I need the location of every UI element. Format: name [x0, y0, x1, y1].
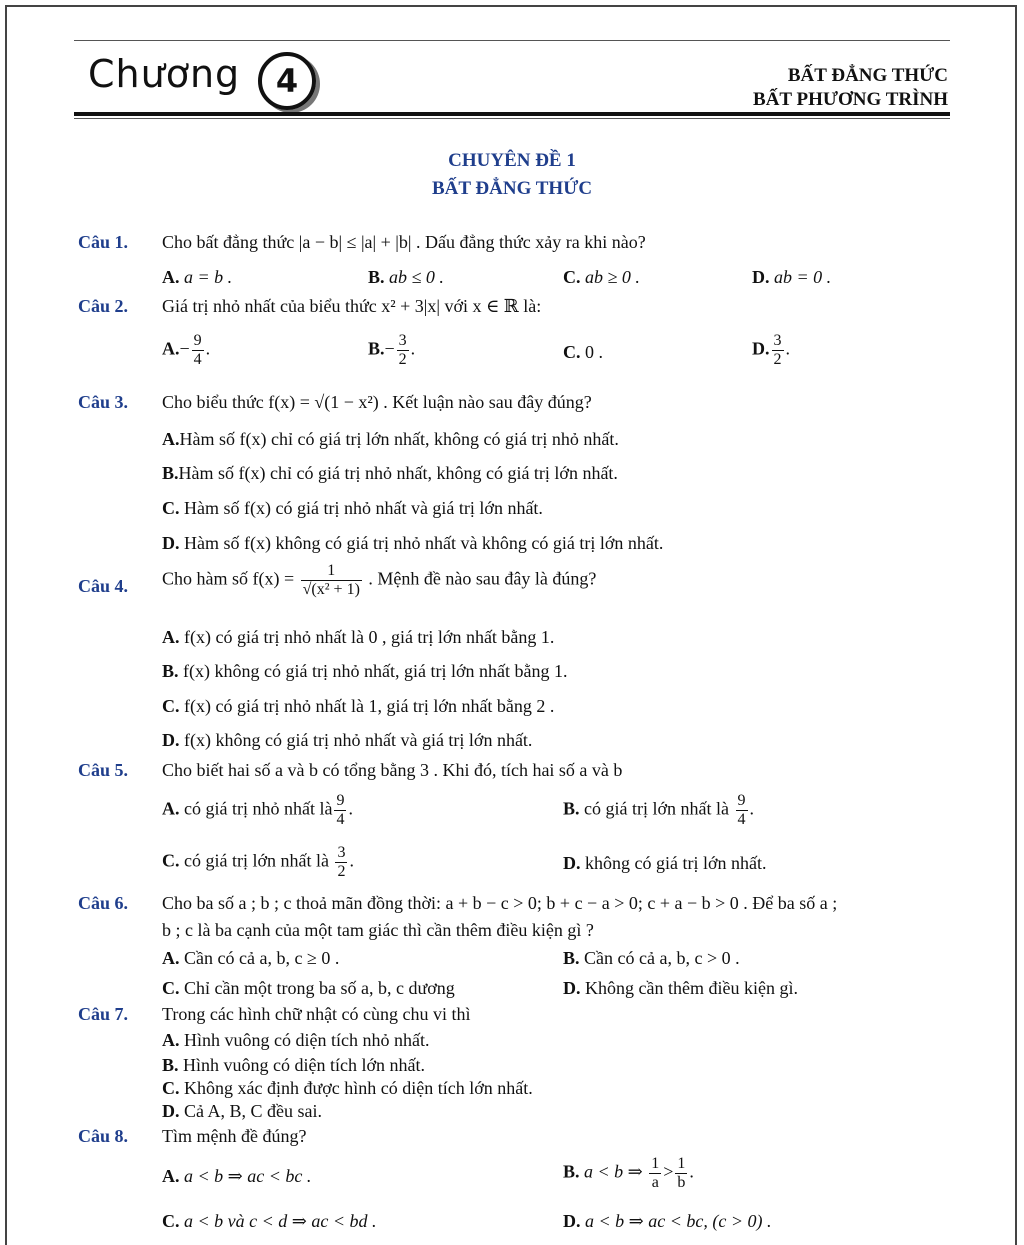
q5-a-fraction [334, 792, 346, 829]
header-rule-top [74, 40, 950, 41]
q5-label: Câu 5. [78, 760, 129, 780]
q4-a-text: f(x) có giá trị nhỏ nhất là 0 , giá trị lớn nhất bằng 1. [184, 627, 555, 647]
q3-d-text: Hàm số f(x) không có giá trị nhỏ nhất và không có giá trị lớn nhất. [184, 533, 664, 553]
q6-d-key: D. [563, 978, 581, 998]
q7-b-key: B. [162, 1055, 179, 1075]
q3-option-c [162, 498, 543, 519]
q2-option-c [563, 342, 603, 363]
q8-option-c [162, 1211, 377, 1232]
q5-c-fraction [335, 844, 347, 881]
q4-d-text: f(x) không có giá trị nhỏ nhất và giá trị lớn nhất. [184, 730, 533, 750]
q2-option-a: A.− $\frac{9}{4}$ . [162, 332, 211, 368]
q2-c-text: 0 . [585, 342, 603, 362]
q5-c-num: 3 [337, 844, 346, 861]
q8-b-pre: a < b ⇒ [584, 1161, 643, 1182]
q3-stem: Cho biểu thức f(x) = √(1 − x²) . Kết luận nào sau đây đúng? [162, 392, 592, 412]
q1-c-text: ab ≥ 0 . [585, 267, 640, 287]
q8-a-text: a < b ⇒ ac < bc . [184, 1166, 312, 1186]
q1-b-text: ab ≤ 0 . [389, 267, 444, 287]
topic-line1: CHUYÊN ĐỀ 1 [448, 150, 576, 171]
q7-c-text: Không xác định được hình có diện tích lớn nhất. [184, 1078, 533, 1098]
q8-d-key: D. [563, 1211, 581, 1231]
chapter-title-line1: BẤT ĐẲNG THỨC [787, 65, 948, 86]
q2-d-fraction [772, 332, 784, 369]
q6-option-d [563, 978, 798, 999]
q2-b-sign: − [384, 338, 395, 359]
q8-b-key: B. [563, 1161, 580, 1182]
q3-option-d [162, 533, 663, 554]
q2-stem: Giá trị nhỏ nhất của biểu thức x² + 3|x| với x ∈ ℝ là: [162, 296, 542, 316]
q5-c-text: có giá trị lớn nhất là [184, 850, 329, 871]
q7-option-b [162, 1055, 425, 1076]
q3-b-text: Hàm số f(x) chỉ có giá trị nhỏ nhất, không có giá trị lớn nhất. [178, 463, 618, 483]
q2-option-b: B.− $\frac{3}{2}$ . [368, 332, 416, 368]
q6-c-key: C. [162, 978, 180, 998]
q2-a-key: A. [162, 338, 180, 359]
q1-a-text: a = b . [184, 267, 233, 287]
q6-a-key: A. [162, 948, 180, 968]
q8-a-key: A. [162, 1166, 180, 1186]
q1-option-b [368, 267, 444, 288]
q7-stem: Trong các hình chữ nhật có cùng chu vi thì [162, 1004, 471, 1024]
q4-b-key: B. [162, 661, 179, 681]
chapter-number-badge: 4 [258, 52, 316, 110]
q7-b-text: Hình vuông có diện tích lớn nhất. [183, 1055, 425, 1075]
q5-d-key: D. [563, 853, 581, 873]
q2-b-den: 2 [398, 351, 407, 368]
chapter-title [753, 64, 948, 112]
q3-label: Câu 3. [78, 392, 129, 412]
q3-b-key: B. [162, 463, 179, 483]
q6-b-text: Cần có cả a, b, c > 0 . [584, 948, 740, 968]
q2-d-num: 3 [773, 332, 782, 349]
q8-label: Câu 8. [78, 1126, 129, 1146]
q5-b-key: B. [563, 798, 580, 819]
q1-label: Câu 1. [78, 232, 129, 252]
q8-b-num1: 1 [651, 1155, 660, 1172]
q8-b-den2: b [677, 1174, 686, 1191]
q2-option-d: D. $\frac{3}{2}$ . [752, 332, 790, 368]
q2-a-den: 4 [193, 351, 202, 368]
q7-option-a [162, 1030, 429, 1051]
q4-option-a [162, 627, 554, 648]
q4-c-key: C. [162, 696, 180, 716]
q2-a-fraction [192, 332, 204, 369]
q4-stem-post: . Mệnh đề nào sau đây là đúng? [368, 568, 597, 589]
q8-option-a [162, 1166, 311, 1187]
q5-b-den: 4 [737, 811, 746, 828]
q2-b-fraction [397, 332, 409, 369]
q7-d-text: Cả A, B, C đều sai. [184, 1101, 322, 1121]
q4-option-b [162, 661, 567, 682]
q8-d-text: a < b ⇒ ac < bc, (c > 0) . [585, 1211, 772, 1231]
q8-b-den1: a [651, 1174, 659, 1191]
q2-b-num: 3 [398, 332, 407, 349]
q1-d-text: ab = 0 . [774, 267, 832, 287]
q5-a-den: 4 [336, 811, 345, 828]
header-rule-thin [74, 118, 950, 119]
q8-b-num2: 1 [677, 1155, 686, 1172]
q1-c-key: C. [563, 267, 581, 287]
q6-stem-line2: b ; c là ba cạnh của một tam giác thì cần thêm điều kiện gì ? [162, 920, 594, 940]
q4-a-key: A. [162, 627, 180, 647]
q3-c-text: Hàm số f(x) có giá trị nhỏ nhất và giá trị lớn nhất. [184, 498, 543, 518]
q8-option-b [563, 1155, 694, 1192]
chapter-title-line2: BẤT PHƯƠNG TRÌNH [753, 89, 948, 110]
q7-option-c [162, 1078, 533, 1099]
q8-option-d [563, 1211, 771, 1232]
q1-option-a [162, 267, 232, 288]
q5-b-fraction [736, 792, 748, 829]
q5-a-num: 9 [336, 792, 345, 809]
q6-option-c [162, 978, 455, 999]
q2-d-key: D. [752, 338, 770, 359]
q7-d-key: D. [162, 1101, 180, 1121]
q5-option-a: A. có giá trị nhỏ nhất là $\frac{9}{4}$ . [162, 792, 353, 828]
q5-a-text: có giá trị nhỏ nhất là [184, 798, 333, 819]
q5-a-key: A. [162, 798, 180, 819]
q7-a-text: Hình vuông có diện tích nhỏ nhất. [184, 1030, 430, 1050]
q1-option-d [752, 267, 831, 288]
q5-stem: Cho biết hai số a và b có tổng bằng 3 . Khi đó, tích hai số a và b [162, 760, 623, 780]
q8-b-fraction1 [649, 1155, 661, 1192]
q3-option-a [162, 429, 619, 450]
q8-stem: Tìm mệnh đề đúng? [162, 1126, 307, 1146]
q4-stem-den: √(x² + 1) [302, 581, 360, 598]
q5-b-text: có giá trị lớn nhất là [584, 798, 729, 819]
q5-option-c: C. có giá trị lớn nhất là $\frac{3}{2}$ . [162, 844, 354, 880]
q8-b-fraction2 [675, 1155, 687, 1192]
q3-a-key: A. [162, 429, 180, 449]
q1-stem: Cho bất đẳng thức |a − b| ≤ |a| + |b| . Dấu đẳng thức xảy ra khi nào? [162, 232, 646, 252]
q8-b-mid: > [663, 1161, 674, 1182]
q2-label: Câu 2. [78, 296, 129, 316]
q4-option-d [162, 730, 532, 751]
q6-c-text: Chỉ cần một trong ba số a, b, c dương [184, 978, 455, 998]
q1-a-key: A. [162, 267, 180, 287]
topic-line2: BẤT ĐẲNG THỨC [431, 178, 593, 199]
q6-option-a [162, 948, 339, 969]
q5-option-d [563, 853, 767, 874]
q2-b-key: B. [368, 338, 385, 359]
q4-stem-pre: Cho hàm số f(x) = [162, 568, 295, 589]
header-rule-thick [74, 112, 950, 116]
q7-a-key: A. [162, 1030, 180, 1050]
q4-option-c [162, 696, 554, 717]
q3-option-b [162, 463, 618, 484]
q2-a-sign: − [179, 338, 190, 359]
q2-a-num: 9 [193, 332, 202, 349]
q4-label: Câu 4. [78, 576, 129, 596]
q4-stem [162, 562, 596, 599]
q4-d-key: D. [162, 730, 180, 750]
q6-d-text: Không cần thêm điều kiện gì. [585, 978, 798, 998]
q6-stem-line1: Cho ba số a ; b ; c thoả mãn đồng thời: a + b − c > 0; b + c − a > 0; c + a − b > 0 . Để ba số a ; [162, 893, 838, 913]
q5-c-den: 2 [337, 863, 346, 880]
q5-b-num: 9 [737, 792, 746, 809]
q7-c-key: C. [162, 1078, 180, 1098]
q7-label: Câu 7. [78, 1004, 129, 1024]
q7-option-d [162, 1101, 322, 1122]
chapter-word: Chương [88, 52, 241, 96]
q1-d-key: D. [752, 267, 770, 287]
q6-label: Câu 6. [78, 893, 129, 913]
q5-c-key: C. [162, 850, 180, 871]
q4-stem-fraction [301, 562, 362, 599]
q3-c-key: C. [162, 498, 180, 518]
q4-b-text: f(x) không có giá trị nhỏ nhất, giá trị lớn nhất bằng 1. [183, 661, 568, 681]
q6-a-text: Cần có cả a, b, c ≥ 0 . [184, 948, 340, 968]
q3-a-text: Hàm số f(x) chỉ có giá trị lớn nhất, không có giá trị nhỏ nhất. [179, 429, 619, 449]
q8-c-key: C. [162, 1211, 180, 1231]
q2-c-key: C. [563, 342, 581, 362]
q6-b-key: B. [563, 948, 580, 968]
q8-c-text: a < b và c < d ⇒ ac < bd . [184, 1211, 377, 1231]
q1-option-c [563, 267, 640, 288]
q5-option-b: B. có giá trị lớn nhất là $\frac{9}{4}$ . [563, 792, 754, 828]
q6-option-b [563, 948, 740, 969]
q8-b-post: . [689, 1161, 694, 1182]
q3-d-key: D. [162, 533, 180, 553]
q5-d-text: không có giá trị lớn nhất. [585, 853, 767, 873]
q2-d-den: 2 [773, 351, 782, 368]
q1-b-key: B. [368, 267, 385, 287]
q4-c-text: f(x) có giá trị nhỏ nhất là 1, giá trị lớn nhất bằng 2 . [184, 696, 555, 716]
q4-stem-num: 1 [301, 562, 362, 581]
